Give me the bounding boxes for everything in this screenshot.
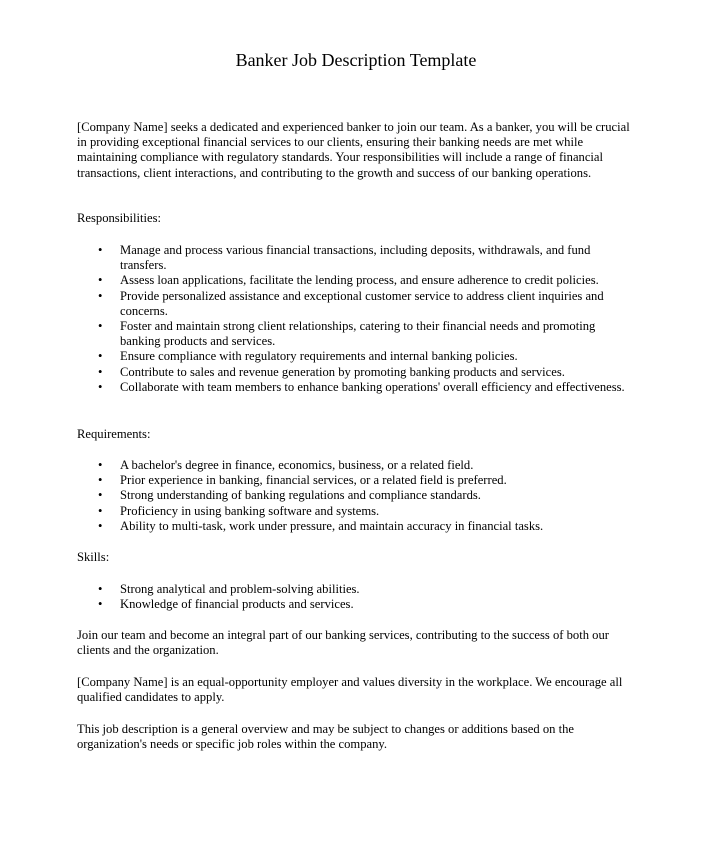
skills-heading: Skills: — [77, 550, 110, 564]
list-item-text: Manage and process various financial transactions, including deposits, withdrawals, and fund transfers. — [120, 243, 591, 273]
list-item — [77, 504, 637, 519]
list-item-text: Contribute to sales and revenue generation by promoting banking products and services. — [120, 364, 565, 379]
list-item — [77, 319, 637, 349]
responsibilities-heading: Responsibilities: — [77, 211, 161, 225]
equal-opportunity-paragraph: [Company Name] is an equal-opportunity employer and values diversity in the workplace. We encourage all qualified candidates to apply. — [77, 675, 623, 705]
list-item — [77, 473, 637, 488]
bullet-icon: • — [98, 597, 103, 612]
list-item — [77, 582, 637, 597]
bullet-icon: • — [98, 518, 103, 533]
bullet-icon: • — [98, 364, 103, 379]
list-item — [77, 597, 637, 612]
list-item-text: Ability to multi-task, work under pressure, and maintain accuracy in financial tasks. — [120, 518, 544, 533]
list-item — [77, 289, 637, 319]
skills-list — [77, 582, 637, 612]
disclaimer-paragraph: This job description is a general overview and may be subject to changes or additions based on the organization's needs or specific job roles within the company. — [77, 722, 574, 752]
list-item-text: A bachelor's degree in finance, economics, business, or a related field. — [120, 458, 474, 472]
join-paragraph: Join our team and become an integral part of our banking services, contributing to the success of both our clients and the organization. — [77, 628, 609, 658]
list-item-text: Knowledge of financial products and services. — [120, 597, 354, 612]
responsibilities-list — [77, 243, 637, 395]
bullet-icon: • — [98, 473, 103, 488]
bullet-icon: • — [98, 488, 103, 503]
bullet-icon: • — [98, 349, 103, 364]
list-item — [77, 488, 637, 503]
list-item-text: Prior experience in banking, financial services, or a related field is preferred. — [120, 473, 507, 488]
bullet-icon: • — [98, 273, 103, 288]
list-item — [77, 458, 637, 473]
list-item — [77, 273, 637, 288]
list-item — [77, 365, 637, 380]
list-item-text: Foster and maintain strong client relationships, catering to their financial needs and promoting banking products and services. — [120, 319, 596, 349]
list-item-text: Ensure compliance with regulatory requirements and internal banking policies. — [120, 349, 518, 364]
list-item — [77, 243, 637, 273]
bullet-icon: • — [98, 582, 103, 596]
list-item-text: Strong understanding of banking regulations and compliance standards. — [120, 488, 481, 503]
list-item-text: Assess loan applications, facilitate the lending process, and ensure adherence to credit policies. — [120, 273, 599, 288]
list-item-text: Provide personalized assistance and exceptional customer service to address client inquiries and concerns. — [120, 288, 604, 318]
document-title: Banker Job Description Template — [235, 50, 477, 70]
list-item-text: Proficiency in using banking software and systems. — [120, 503, 380, 518]
bullet-icon: • — [98, 288, 103, 303]
requirements-list — [77, 458, 637, 534]
list-item — [77, 349, 637, 364]
intro-paragraph: [Company Name] seeks a dedicated and experienced banker to join our team. As a banker, you will be crucial in providing exceptional financial services to our clients, ensuring their banking needs are met while maintaining compliance with regulatory standards. Your responsibilities will include a range of financial transactions, client interactions, and contributing to the growth and success of our banking operations. — [77, 120, 630, 180]
bullet-icon: • — [98, 503, 103, 518]
bullet-icon: • — [98, 243, 103, 257]
bullet-icon: • — [98, 319, 103, 334]
list-item — [77, 519, 637, 534]
list-item-text: Collaborate with team members to enhance banking operations' overall efficiency and effectiveness. — [120, 379, 625, 394]
list-item — [77, 380, 637, 395]
requirements-heading: Requirements: — [77, 427, 151, 441]
bullet-icon: • — [98, 458, 103, 472]
list-item-text: Strong analytical and problem-solving abilities. — [120, 582, 360, 596]
bullet-icon: • — [98, 379, 103, 394]
